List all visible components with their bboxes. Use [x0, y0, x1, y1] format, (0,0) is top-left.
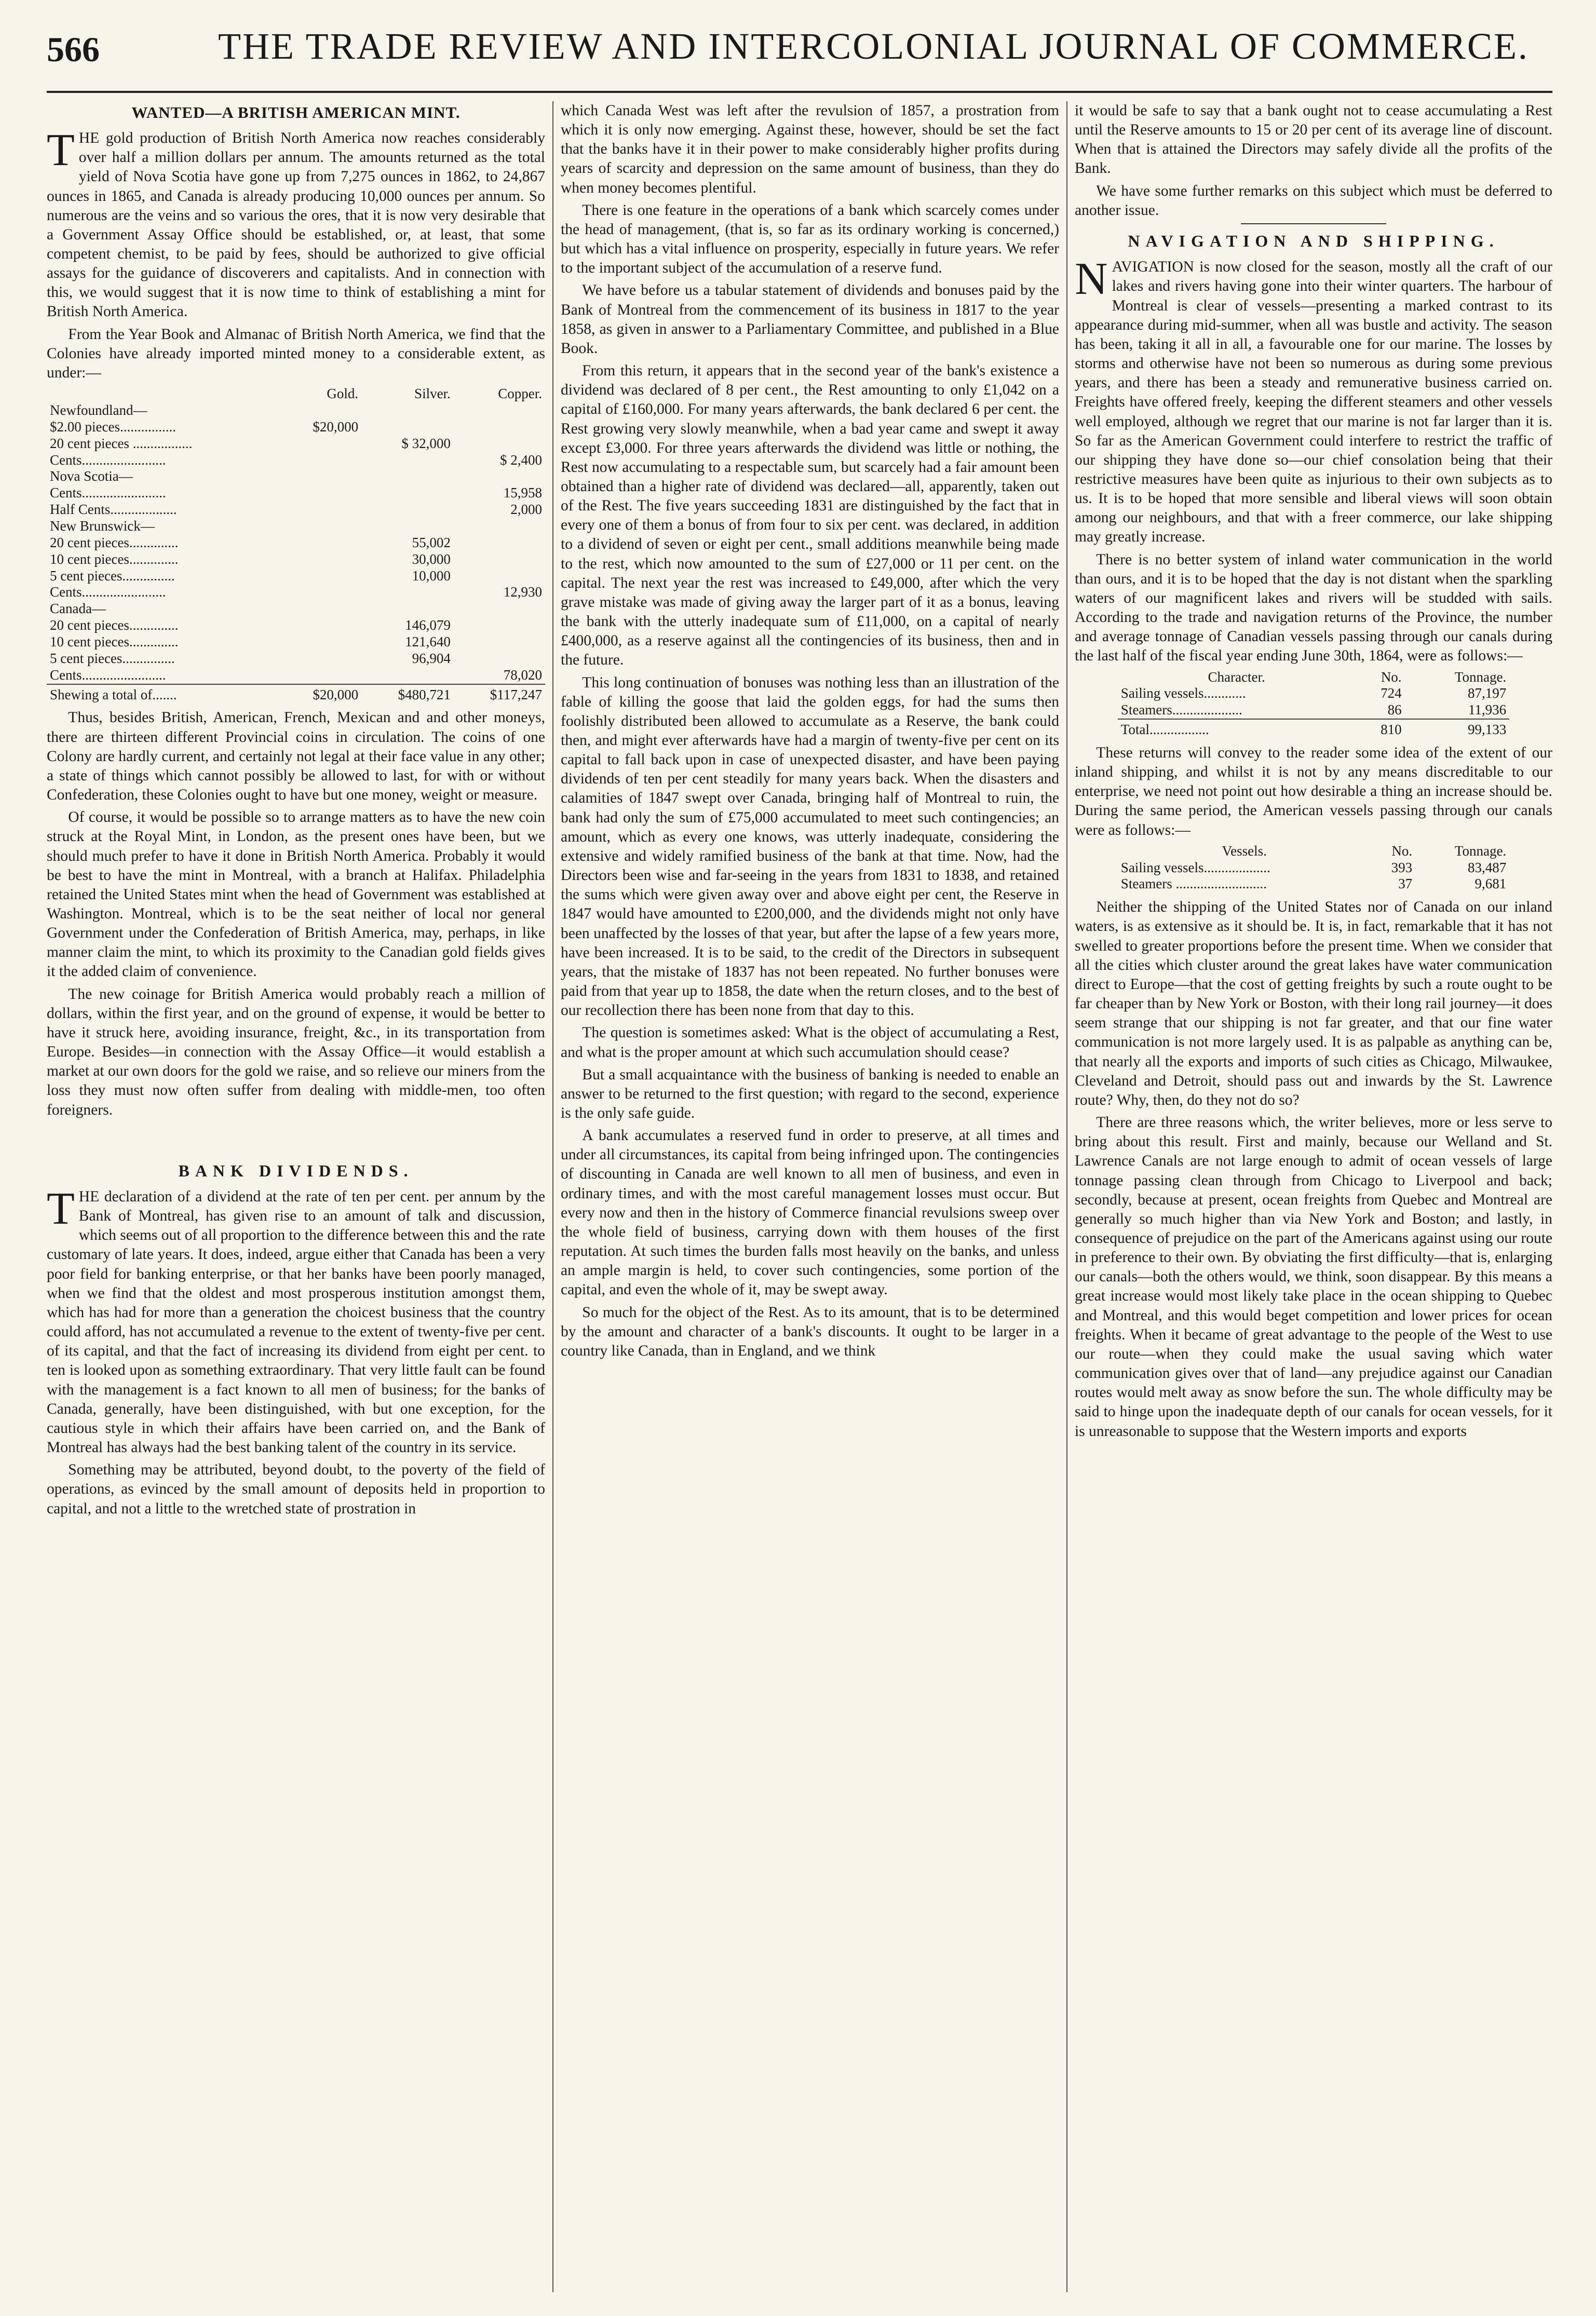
drop-cap: T: [47, 1184, 75, 1234]
article-paragraph: The new coinage for British America would probably reach a million of dollars, within the first year, and on the ground of expense, it would be better to have it struck here, avoiding insurance, freight, &c., in its transportation from Europe. Besides—in connection with the Assay Office—it would establish a market at our own doors for the gold we raise, and so relieve our miners from the loss they must now often suffer from dealing with middle-men, too often foreigners.: [47, 985, 545, 1118]
table-group-row: [47, 468, 545, 485]
table-cell: 121,640: [405, 633, 451, 649]
table-cell: 146,079: [405, 617, 451, 633]
table-group-row: [47, 518, 545, 535]
table-cell: Cents........................: [50, 584, 166, 600]
table-cell: Cents........................: [50, 452, 166, 468]
table-cell: $ 32,000: [401, 435, 451, 451]
article-paragraph: [1075, 254, 1552, 547]
table-cell: 2,000: [510, 502, 542, 518]
article-paragraph: [47, 125, 545, 322]
article-paragraph: The question is sometimes asked: What is the object of accumulating a Rest, and what is the proper amount at which such accumulation should cease?: [561, 1024, 1059, 1061]
table-cell: [280, 535, 362, 551]
table-row: [47, 584, 545, 601]
section-gap: [47, 1123, 545, 1159]
column-2: [561, 101, 1059, 2303]
article-paragraph: [47, 1184, 545, 1457]
table-cell: [280, 634, 362, 651]
table-cell: Cents........................: [50, 667, 166, 683]
article-paragraph: it would be safe to say that a bank ought not to cease accumulating a Rest until the Reserve amounts to 15 or 20 per cent of its average line of discount. When that is attained the Directors may safely divide all the profits of the Bank.: [1075, 102, 1552, 177]
table-cell: 55,002: [412, 534, 451, 550]
table-cell: 87,197: [1467, 685, 1507, 701]
table-row: [47, 617, 545, 634]
table-cell: Canada—: [50, 601, 106, 617]
table-row: [47, 634, 545, 651]
masthead-rule: [47, 91, 1552, 93]
article-paragraph: But a small acquaintance with the business of banking is needed to enable an answer to be returned to the first question; with regard to the second, experience is the only safe guide.: [561, 1066, 1059, 1121]
table-cell: [361, 452, 454, 469]
table-cell: 10 cent pieces..............: [50, 551, 179, 567]
table-cell: [361, 667, 454, 684]
table-row: [1118, 876, 1509, 892]
table-cell: Half Cents...................: [50, 502, 177, 518]
table-row: [47, 535, 545, 551]
table-header: Character.: [1208, 669, 1265, 685]
paragraph-text: AVIGATION is now closed for the season, mostly all the craft of our lakes and rivers having gone into their winter quarters. The harbour of Montreal is clear of vessels—presenting a marked contrast to its appearance during mid-summer, when all was bustle and activity. The season has been, taking it all in all, a favourable one for our marine. The losses by storms and otherwise have not been so numerous as during some previous years, and there has been a steady and remunerative business carried on. Freights have offered freely, keeping the different steamers and other vessels well employed, although we regret that our marine is not far larger than it is. So far as the American Government could interfere to restrict the traffic of our shipping they have done so—our chief consolation being that their restrictive measures have been quite as injurious to their own subjects as to us. It is to be hoped that more sensible and liberal views will soon obtain among our neighbours, and that with a freer commerce, our lake shipping may greatly increase.: [1075, 259, 1552, 546]
table-cell: Steamers....................: [1120, 702, 1242, 718]
table-header-row: [1118, 669, 1509, 686]
table-cell: 83,487: [1467, 859, 1507, 875]
table-header: Tonnage.: [1454, 843, 1507, 859]
table-cell: [280, 667, 362, 684]
table-cell: $117,247: [454, 684, 545, 703]
table-cell: 5 cent pieces...............: [50, 567, 175, 584]
table-cell: $ 2,400: [500, 452, 542, 468]
table-cell: Sailing vessels...................: [1120, 859, 1270, 875]
table-cell: [280, 452, 362, 469]
coinage-table: [47, 386, 545, 703]
table-cell: [454, 568, 545, 585]
article-paragraph: So much for the object of the Rest. As to its amount, that is to be determined by the amount and character of a bank's discounts. It ought to be larger in a country like Canada, than in England, and we think: [561, 1304, 1059, 1359]
table-cell: Cents........................: [50, 485, 166, 501]
section-rule: [1241, 223, 1386, 224]
article-heading-bank: BANK DIVIDENDS.: [178, 1161, 414, 1180]
table-cell: Nova Scotia—: [50, 468, 133, 484]
table-header: Tonnage.: [1454, 669, 1507, 685]
article-paragraph: From the Year Book and Almanac of British North America, we find that the Colonies have already imported minted money to a considerable extent, as under:—: [47, 326, 545, 381]
article-paragraph: Neither the shipping of the United States nor of Canada on our inland waters, is as extensive as it should be. It is, in fact, remarkable that it has not swelled to greater proportions before the present time. When we consider that all the cities which cluster around the great lakes have water communication direct to Europe—that the cost of getting freights by such a route ought to be far cheaper than by New York or Boston, with their long rail journey—it does seem strange that our shipping is not far greater, and that our fine water communication is not more largely used. It is as palpable as anything can be, that nearly all the exports and imports of such cities as Chicago, Milwaukee, Cleveland and Detroit, should pass out and inwards by the St. Lawrence route? Why, then, do they not do so?: [1075, 899, 1552, 1108]
table-row: [47, 436, 545, 452]
article-paragraph: These returns will convey to the reader some idea of the extent of our inland shipping, and whilst it is not by any means discreditable to our enterprise, we need not point out how desirable a thing an increase should be. During the same period, the American vessels passing through our canals were as follows:—: [1075, 744, 1552, 838]
table-cell: 20 cent pieces..............: [50, 617, 179, 633]
table-cell: $20,000: [313, 418, 359, 435]
table-cell: [361, 502, 454, 518]
table-cell: 20 cent pieces .................: [50, 435, 193, 451]
table-header: [47, 386, 280, 402]
table-cell: [454, 436, 545, 452]
table-cell: [280, 617, 362, 634]
article-paragraph: Something may be attributed, beyond doubt, to the poverty of the field of operations, as evinced by the small amount of deposits held in proportion to capital, and not a little to the wretched state of prostration in: [47, 1461, 545, 1517]
table-header: Copper.: [498, 386, 542, 402]
table-row: [47, 568, 545, 585]
table-cell: [280, 584, 362, 601]
table-total-row: [1118, 719, 1509, 738]
table-cell: 11,936: [1468, 702, 1507, 718]
table-header: No.: [1381, 669, 1402, 685]
column-divider: [1066, 101, 1067, 2292]
article-heading-navigation: NAVIGATION AND SHIPPING.: [1128, 231, 1499, 250]
table-cell: 10 cent pieces..............: [50, 633, 179, 649]
table-header: Gold.: [327, 386, 359, 402]
table-group-row: [47, 601, 545, 617]
table-cell: Newfoundland—: [50, 402, 147, 418]
coinage-table-body: [47, 402, 545, 684]
table-cell: [361, 419, 454, 436]
table-cell: 724: [1381, 685, 1402, 701]
table-header-row: [1118, 843, 1509, 860]
table-cell: 15,958: [503, 485, 542, 501]
drop-cap: T: [47, 125, 75, 176]
table-cell: 30,000: [412, 551, 451, 567]
table-row: [1118, 702, 1509, 719]
table-header: No.: [1391, 843, 1413, 859]
table-cell: [280, 651, 362, 667]
article-paragraph: We have before us a tabular statement of dividends and bonuses paid by the Bank of Montreal from the commencement of its business in 1817 to the year 1858, as given in answer to a Parliamentary Committee, and published in a Blue Book.: [561, 282, 1059, 357]
table-cell: 78,020: [503, 667, 542, 683]
table-row: [47, 651, 545, 667]
article-paragraph: This long continuation of bonuses was nothing less than an illustration of the fable of killing the goose that laid the golden eggs, for had the sums then foolishly distributed been allowed to accumulate as a Reserve, the bank could then, and might ever afterwards have had a margin of twenty-five per cent on its capital to fall back upon in case of unexpected disaster, and have been paying dividends of ten per cent steadily for many years back. When the disasters and calamities of 1847 swept over Canada, bringing half of Montreal to ruin, the bank had only the sum of £75,000 accumulated to meet such contingencies; an amount, which as every one knows, was utterly inadequate, considering the extensive and widely ramified business of the bank at that time. Now, had the Directors been wise and far-seeing in the years from 1831 to 1838, and retained the sums which were given away over and above eight per cent, the Reserve in 1847 would have amounted to £200,000, and the dividends might not only have been unaffected by the losses of that year, but after the lapse of a few years more, have been increased. It is to be said, to the credit of the Directors in subsequent years, that the mistake of 1837 has not been repeated. No further bonuses were paid from that year up to 1858, the date when the return closes, and to the best of our recollection there has been none from that day to this.: [561, 674, 1059, 1019]
table-cell: $480,721: [361, 684, 454, 703]
table-row: [47, 667, 545, 684]
table-cell: 810: [1356, 719, 1405, 738]
table-cell: $20,000: [280, 684, 362, 703]
article-paragraph: A bank accumulates a reserved fund in order to preserve, at all times and under all circumstances, its capital from being infringed upon. The contingencies of discounting in Canada are well known to all men of business, and even in ordinary times, and with the most careful management losses must occur. But every now and then in the history of Commerce financial revulsions sweep over the whole field of business, carrying down with them houses of the first reputation. At such times the burden falls most heavily on the banks, and unless an ample margin is held, to cover such contingencies, some portion of the capital, and even the whole of it, may be swept away.: [561, 1127, 1059, 1298]
table-header-row: [47, 386, 545, 402]
table-cell: [280, 485, 362, 502]
table-cell: [280, 568, 362, 585]
table-header: Vessels.: [1222, 843, 1267, 859]
table-row: [47, 419, 545, 436]
table-group-row: [47, 402, 545, 419]
column-divider: [552, 101, 553, 2292]
table-cell: Shewing a total of.......: [47, 684, 280, 703]
article-paragraph: There is one feature in the operations of a bank which scarcely comes under the head of management, (that is, so far as its ordinary working is concerned,) but which has a vital influence on prosperity, especially in future years. We refer to the important subject of the accumulation of a reserve fund.: [561, 201, 1059, 277]
table-cell: 10,000: [412, 567, 451, 584]
table-cell: 12,930: [503, 584, 542, 600]
table-cell: 96,904: [412, 650, 451, 666]
article-paragraph: which Canada West was left after the revulsion of 1857, a prostration from which it is only now emerging. Against these, however, should be set the fact that the banks have it in their power to make considerably higher profits during years of scarcity and depression on the same amount of business, than they do when money becomes plentiful.: [561, 102, 1059, 196]
table-row: [47, 502, 545, 518]
article-heading-mint: WANTED—A BRITISH AMERICAN MINT.: [131, 103, 461, 121]
table-cell: [454, 535, 545, 551]
table-row: [47, 551, 545, 568]
table-row: [1118, 685, 1509, 702]
table-total-row: [47, 684, 545, 703]
table-cell: [454, 651, 545, 667]
article-paragraph: From this return, it appears that in the second year of the bank's existence a dividend was declared of 8 per cent., the Rest amounting to only £1,042 on a capital of £160,000. For many years afterwards, the bank declared 6 per cent. the Rest growing very slowly meanwhile, when a bad year came and swept it away except £3,000. For three years afterwards the dividend was little or nothing, the Rest now accumulating to a respectable sum, but scarcely had a fair amount been obtained than a higher rate of dividend was declared—all, apparently, taken out of the Rest. The five years succeeding 1831 are distinguished by the fact that in every one of them a bonus of from four to six per cent. was declared, in addition to a dividend of seven or eight per cent., small additions meanwhile being made to the rest, which now amounted to the sum of £27,000 or 11 per cent. on the capital. The next year the rest was increased to £49,000, after which the very grave mistake was made of giving away the larger part of it as a bonus, leaving the bank with the utterly inadequate sum of £11,000, on a capital of nearly £400,000, as a reserve against all the contingencies of its business, then and in the future.: [561, 362, 1059, 669]
table-cell: [280, 551, 362, 568]
article-paragraph: There is no better system of inland water communication in the world than ours, and it is to be hoped that the day is not distant when the sparkling waters of our magnificent lakes and rivers will be studded with sails. According to the trade and navigation returns of the Province, the number and average tonnage of Canadian vessels passing through our canals during the last half of the fiscal year ending June 30th, 1864, were as follows:—: [1075, 551, 1552, 665]
masthead: [47, 25, 1552, 82]
canadian-vessels-table: [1118, 669, 1509, 738]
table-cell: 5 cent pieces...............: [50, 650, 175, 666]
column-3: [1075, 101, 1552, 2303]
page-number: 566: [47, 30, 100, 69]
table-cell: 393: [1391, 859, 1413, 875]
table-row: [1118, 860, 1509, 876]
table-cell: [280, 502, 362, 518]
article-paragraph: Of course, it would be possible so to arrange matters as to have the new coin struck at the Royal Mint, in London, as the present ones have been, but we should much prefer to have it done in British North America. Probably it would be best to have the mint in Montreal, with a branch at Halifax. Philadelphia retained the United States mint when the head of Government was established at Washington. Montreal, which is to be the seat neither of local nor general Government under the Confederation of British America, may, perhaps, in like manner claim the mint, to which its proximity to the Canadian gold fields gives it the added claim of convenience.: [47, 809, 545, 980]
table-header: Silver.: [414, 386, 451, 402]
table-row: [47, 485, 545, 502]
paragraph-text: HE declaration of a dividend at the rate of ten per cent. per annum by the Bank of Montreal, has given rise to an amount of talk and discussion, which seems out of all proportion to the difference between this and the rate customary of late years. It does, indeed, argue either that Canada has been a very poor field for banking enterprise, or that her banks have been poorly managed, when we find that the oldest and most prosperous institution amongst them, which has had for more than a generation the choicest business that the country could afford, has not accumulated a revenue to the extent of twenty-five per cent. of its capital, and that the fact of increasing its dividend from eight per cent. to ten is looked upon as something extraordinary. That very little fault can be found with the management is a fact known to all men of business; for the banks of Canada, generally, have been distinguished, with but one exception, for the cautious style in which their affairs have been carried on, and the Bank of Montreal has always had the best banking talent of the country in its service.: [47, 1188, 545, 1456]
table-cell: [361, 584, 454, 601]
table-cell: 99,133: [1405, 719, 1510, 738]
table-cell: 37: [1398, 876, 1413, 892]
table-cell: [454, 634, 545, 651]
table-cell: 9,681: [1475, 876, 1507, 892]
table-cell: [454, 551, 545, 568]
table-cell: [361, 485, 454, 502]
table-cell: [454, 419, 545, 436]
table-cell: [280, 436, 362, 452]
american-vessels-table: [1118, 843, 1509, 893]
table-cell: Total.................: [1118, 719, 1356, 738]
article-paragraph: There are three reasons which, the writer believes, more or less serve to bring about this result. First and mainly, because our Welland and St. Lawrence Canals are not large enough to admit of ocean vessels of large tonnage passing clean through from Chicago to Liverpool and back; secondly, because at present, ocean freights from Quebec and Montreal are generally so much higher than via New York and Boston; and lastly, in consequence of prejudice on the part of the Americans against using our route in preference to their own. By obviating the first difficulty—that is, enlarging our canals—both the others would, we think, soon disappear. By this means a great increase would most likely take place in the ocean shipping to Quebec and Montreal, and this would beget competition and lower prices for ocean freights. When it became of great advantage to the people of the West to use our route—when they could make the usual saving which water communication gives over that of land—any prejudice against our Canadian routes would melt away as snow before the sun. The whole difficulty may be said to hinge upon the inadequate depth of our canals for ocean vessels, for it is unreasonable to suppose that the Western imports and exports: [1075, 1114, 1552, 1440]
table-cell: [454, 617, 545, 634]
paragraph-text: HE gold production of British North America now reaches considerably over half a million dollars per annum. The amounts returned as the total yield of Nova Scotia have gone up from 7,275 ounces in 1862, to 24,867 ounces in 1865, and Canada is already producing 10,000 ounces per annum. So numerous are the veins and so various the ores, that it is now very desirable that a Government Assay Office should be established, or, at least, that some competent chemist, to be paid by fees, should be authorized to give official assays for the guidance of discoverers and capitalists. And in connection with this, we would suggest that it is now time to think of establishing a mint for British North America.: [47, 130, 545, 320]
table-cell: 86: [1387, 702, 1402, 718]
table-cell: Steamers ..........................: [1120, 876, 1267, 892]
drop-cap: N: [1075, 254, 1108, 305]
table-cell: New Brunswick—: [50, 518, 155, 534]
journal-title: THE TRADE REVIEW AND INTERCOLONIAL JOURNAL OF COMMERCE.: [218, 25, 1529, 67]
table-cell: 20 cent pieces..............: [50, 534, 179, 550]
article-paragraph: We have some further remarks on this subject which must be deferred to another issue.: [1075, 182, 1552, 219]
article-paragraph: Thus, besides British, American, French, Mexican and and other moneys, there are thirteen different Provincial coins in circulation. The coins of one Colony are hardly current, and certainly not legal at their face value in any other; a state of things which cannot possibly be allowed to last, for with or without Confederation, these Colonies ought to have but one money, weight or measure.: [47, 709, 545, 804]
table-cell: Sailing vessels............: [1120, 685, 1246, 701]
column-1: [47, 101, 545, 2303]
table-cell: $2.00 pieces................: [50, 418, 176, 435]
table-row: [47, 452, 545, 469]
